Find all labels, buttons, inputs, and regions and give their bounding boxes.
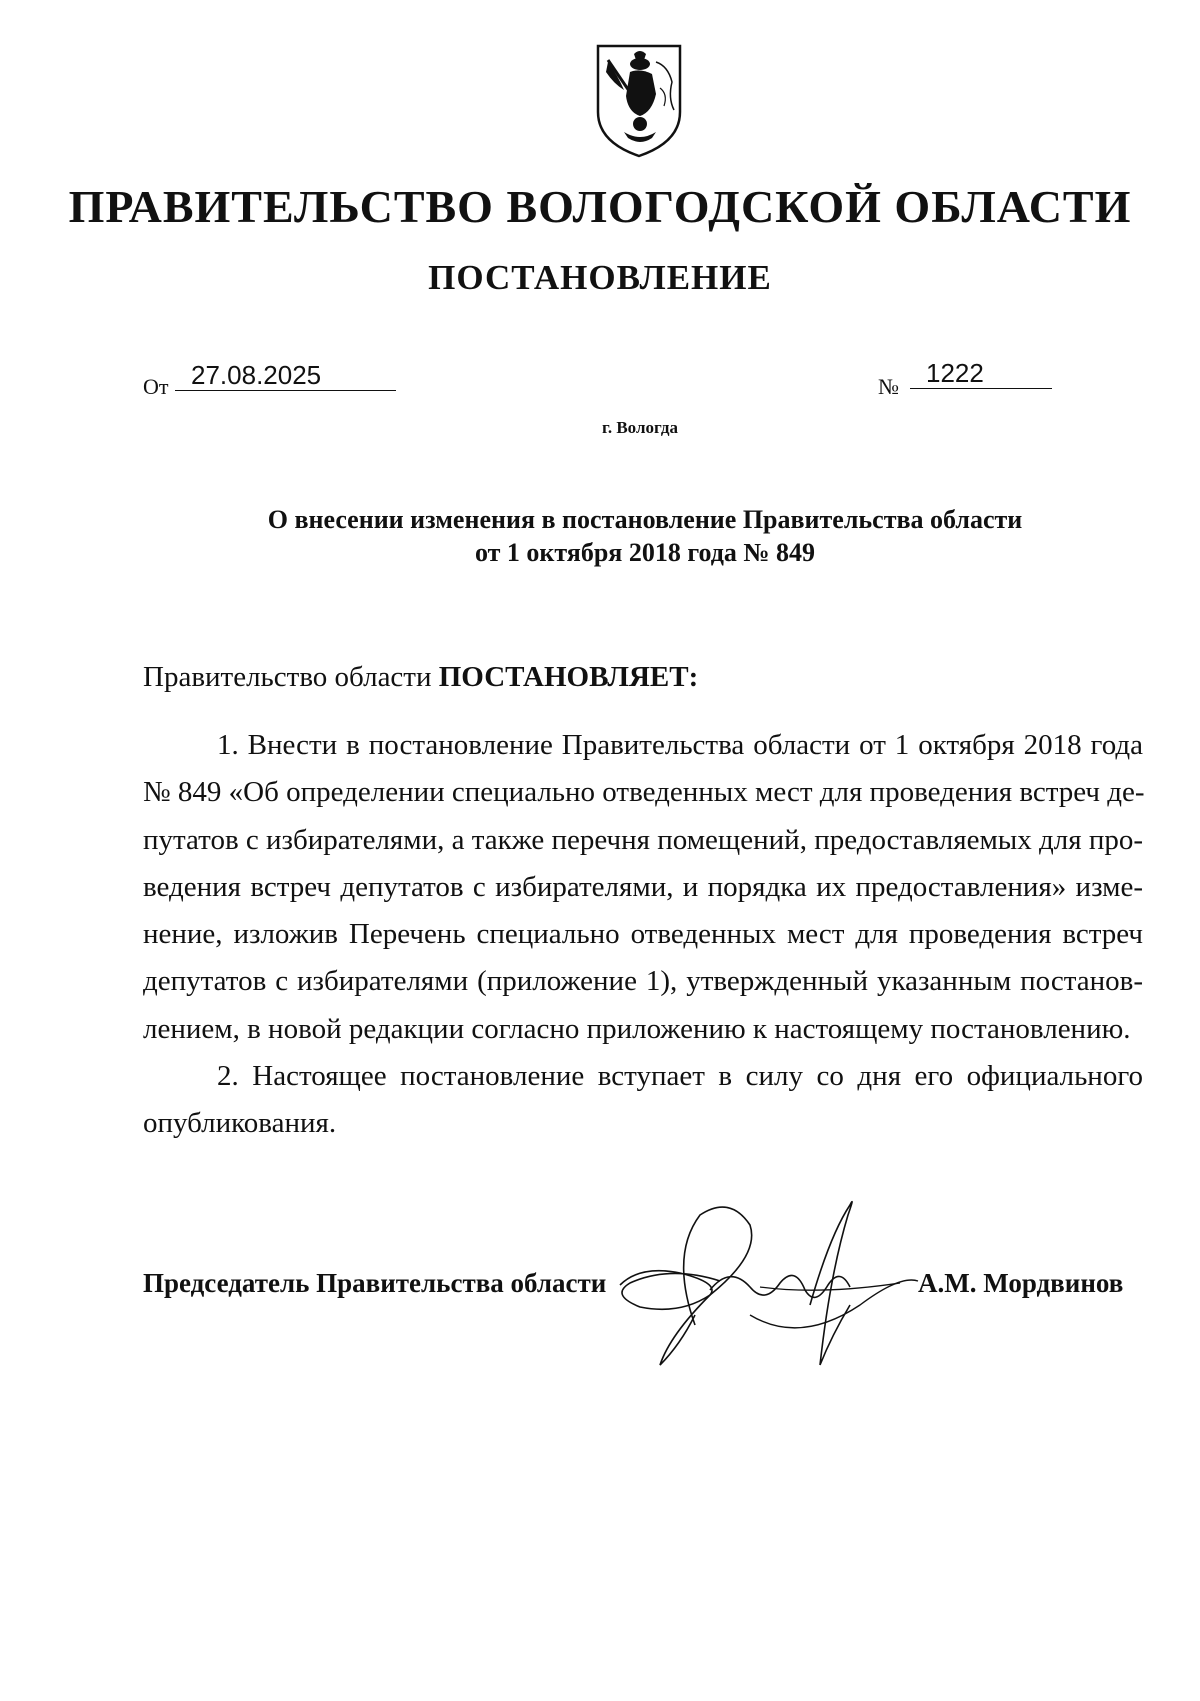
paragraph-1-line: депутатов с избирателями (приложение 1), утвержденный указанным постанов- [143, 965, 1143, 998]
paragraph-1-line: ведения встреч депутатов с избирателями, и порядка их предоставления» изме- [143, 870, 1143, 903]
subject-line: О внесении изменения в постановление Правительства области [267, 505, 1023, 534]
signer-name: А.М. Мордвинов [918, 1268, 1124, 1298]
organization-title: ПРАВИТЕЛЬСТВО ВОЛОГОДСКОЙ ОБЛАСТИ [68, 181, 1132, 232]
intro-text: Правительство области [143, 661, 439, 693]
intro-keyword: ПОСТАНОВЛЯЕТ: [438, 661, 699, 693]
document-date: 27.08.2025 [175, 360, 396, 391]
signer-position: Председатель Правительства области [143, 1268, 607, 1298]
paragraph-1-line: 1. Внести в постановление Правительства области от 1 октября 2018 года [217, 729, 1143, 761]
document-number: 1222 [910, 358, 1052, 389]
paragraph-1-line: лением, в новой редакции согласно приложению к настоящему постановлению. [143, 1012, 1131, 1045]
date-label: От [143, 374, 169, 399]
subject-line: от 1 октября 2018 года № 849 [474, 538, 816, 567]
document-type-title: ПОСТАНОВЛЕНИЕ [428, 258, 772, 297]
coat-of-arms-emblem [594, 42, 684, 160]
handwritten-signature [600, 1195, 920, 1385]
resolution-intro [143, 661, 698, 694]
paragraph-2-line: 2. Настоящее постановление вступает в силу со дня его официального [217, 1060, 1143, 1093]
paragraph-2-line: опубликования. [143, 1107, 337, 1140]
number-label: № [878, 374, 899, 399]
paragraph-1-line: № 849 «Об определении специально отведенных мест для проведения встреч де- [143, 776, 1145, 809]
resolution-body [143, 722, 1143, 1148]
city-label: г. Вологда [602, 418, 678, 437]
document-subject [140, 503, 1150, 569]
paragraph-1-line: нение, изложив Перечень специально отведенных мест для проведения встреч [143, 918, 1143, 951]
paragraph-1-line: путатов с избирателями, а также перечня помещений, предоставляемых для про- [143, 823, 1144, 856]
